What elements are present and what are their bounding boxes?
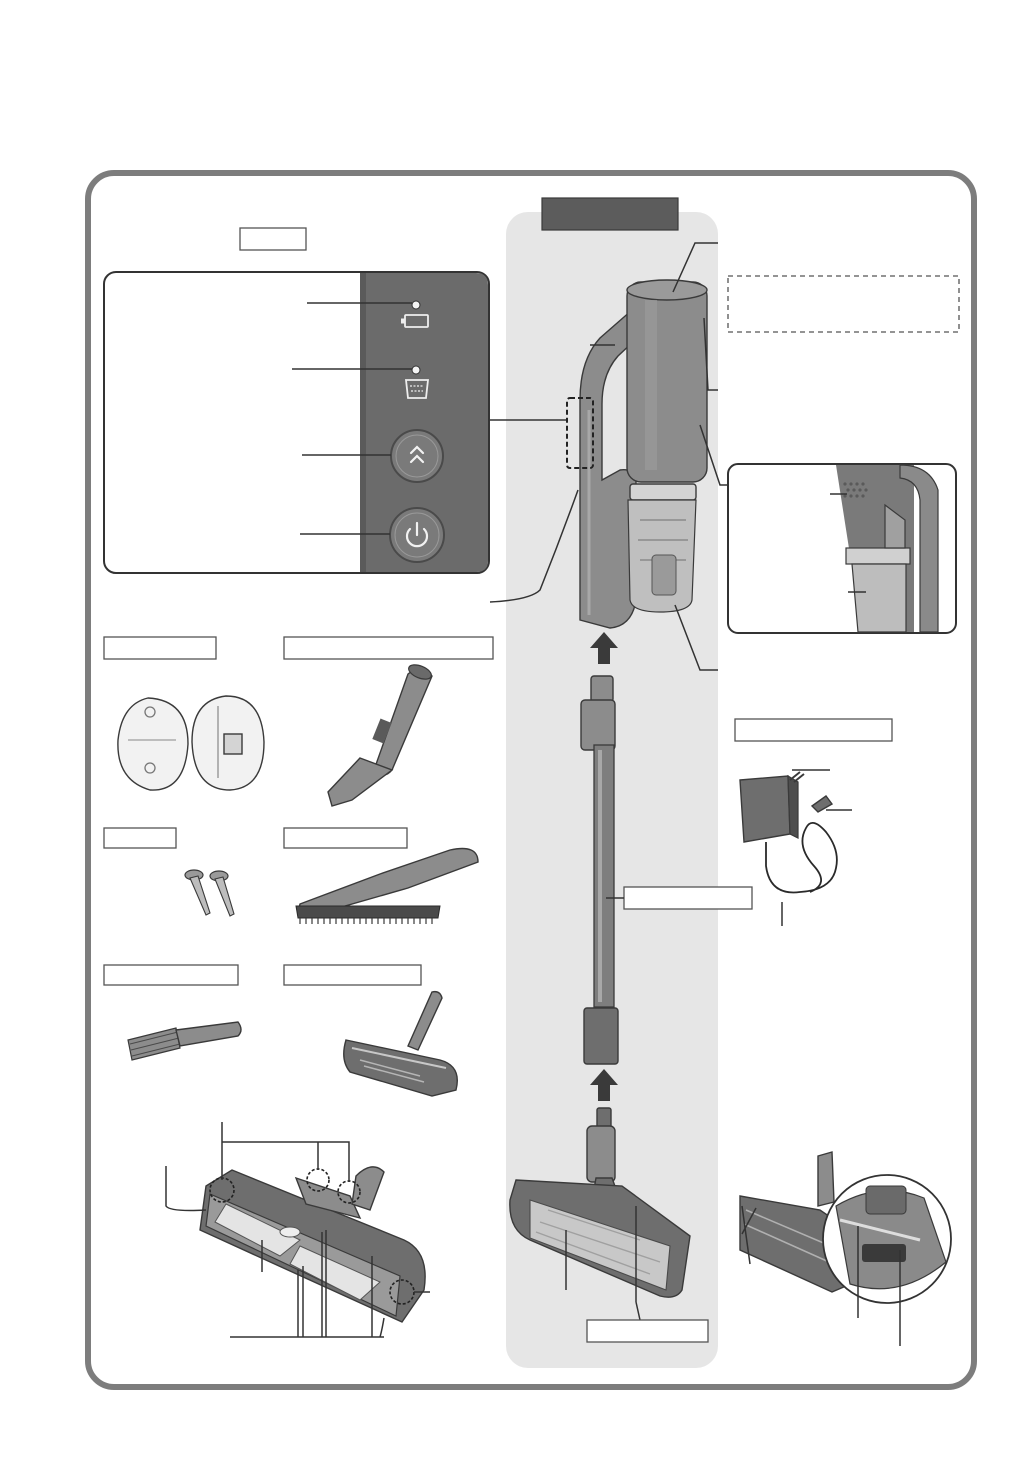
empty-label-box-crevice-nozzle: [284, 637, 493, 659]
dashed-note-box: [728, 276, 959, 332]
empty-label-box-control-panel: [240, 228, 306, 250]
empty-label-box-extension-pipe: [624, 887, 752, 909]
control-panel-strip-edge: [360, 273, 366, 572]
empty-label-box-dusting-brush: [284, 828, 407, 848]
assembly-header-tab: [542, 198, 678, 230]
power-button[interactable]: [390, 508, 444, 562]
empty-label-box-screws: [104, 828, 176, 848]
empty-label-box-ac-adaptor: [735, 719, 892, 741]
dust-bin-indicator-light: [412, 366, 420, 374]
exhaust-closeup: [728, 464, 956, 633]
empty-label-box-power-head: [587, 1320, 708, 1342]
empty-label-box-cleaning-brush: [104, 965, 238, 985]
battery-indicator-light: [412, 301, 420, 309]
empty-label-box-wall-bracket: [104, 637, 216, 659]
mode-button[interactable]: [391, 430, 443, 482]
empty-label-box-mini-turbo: [284, 965, 421, 985]
